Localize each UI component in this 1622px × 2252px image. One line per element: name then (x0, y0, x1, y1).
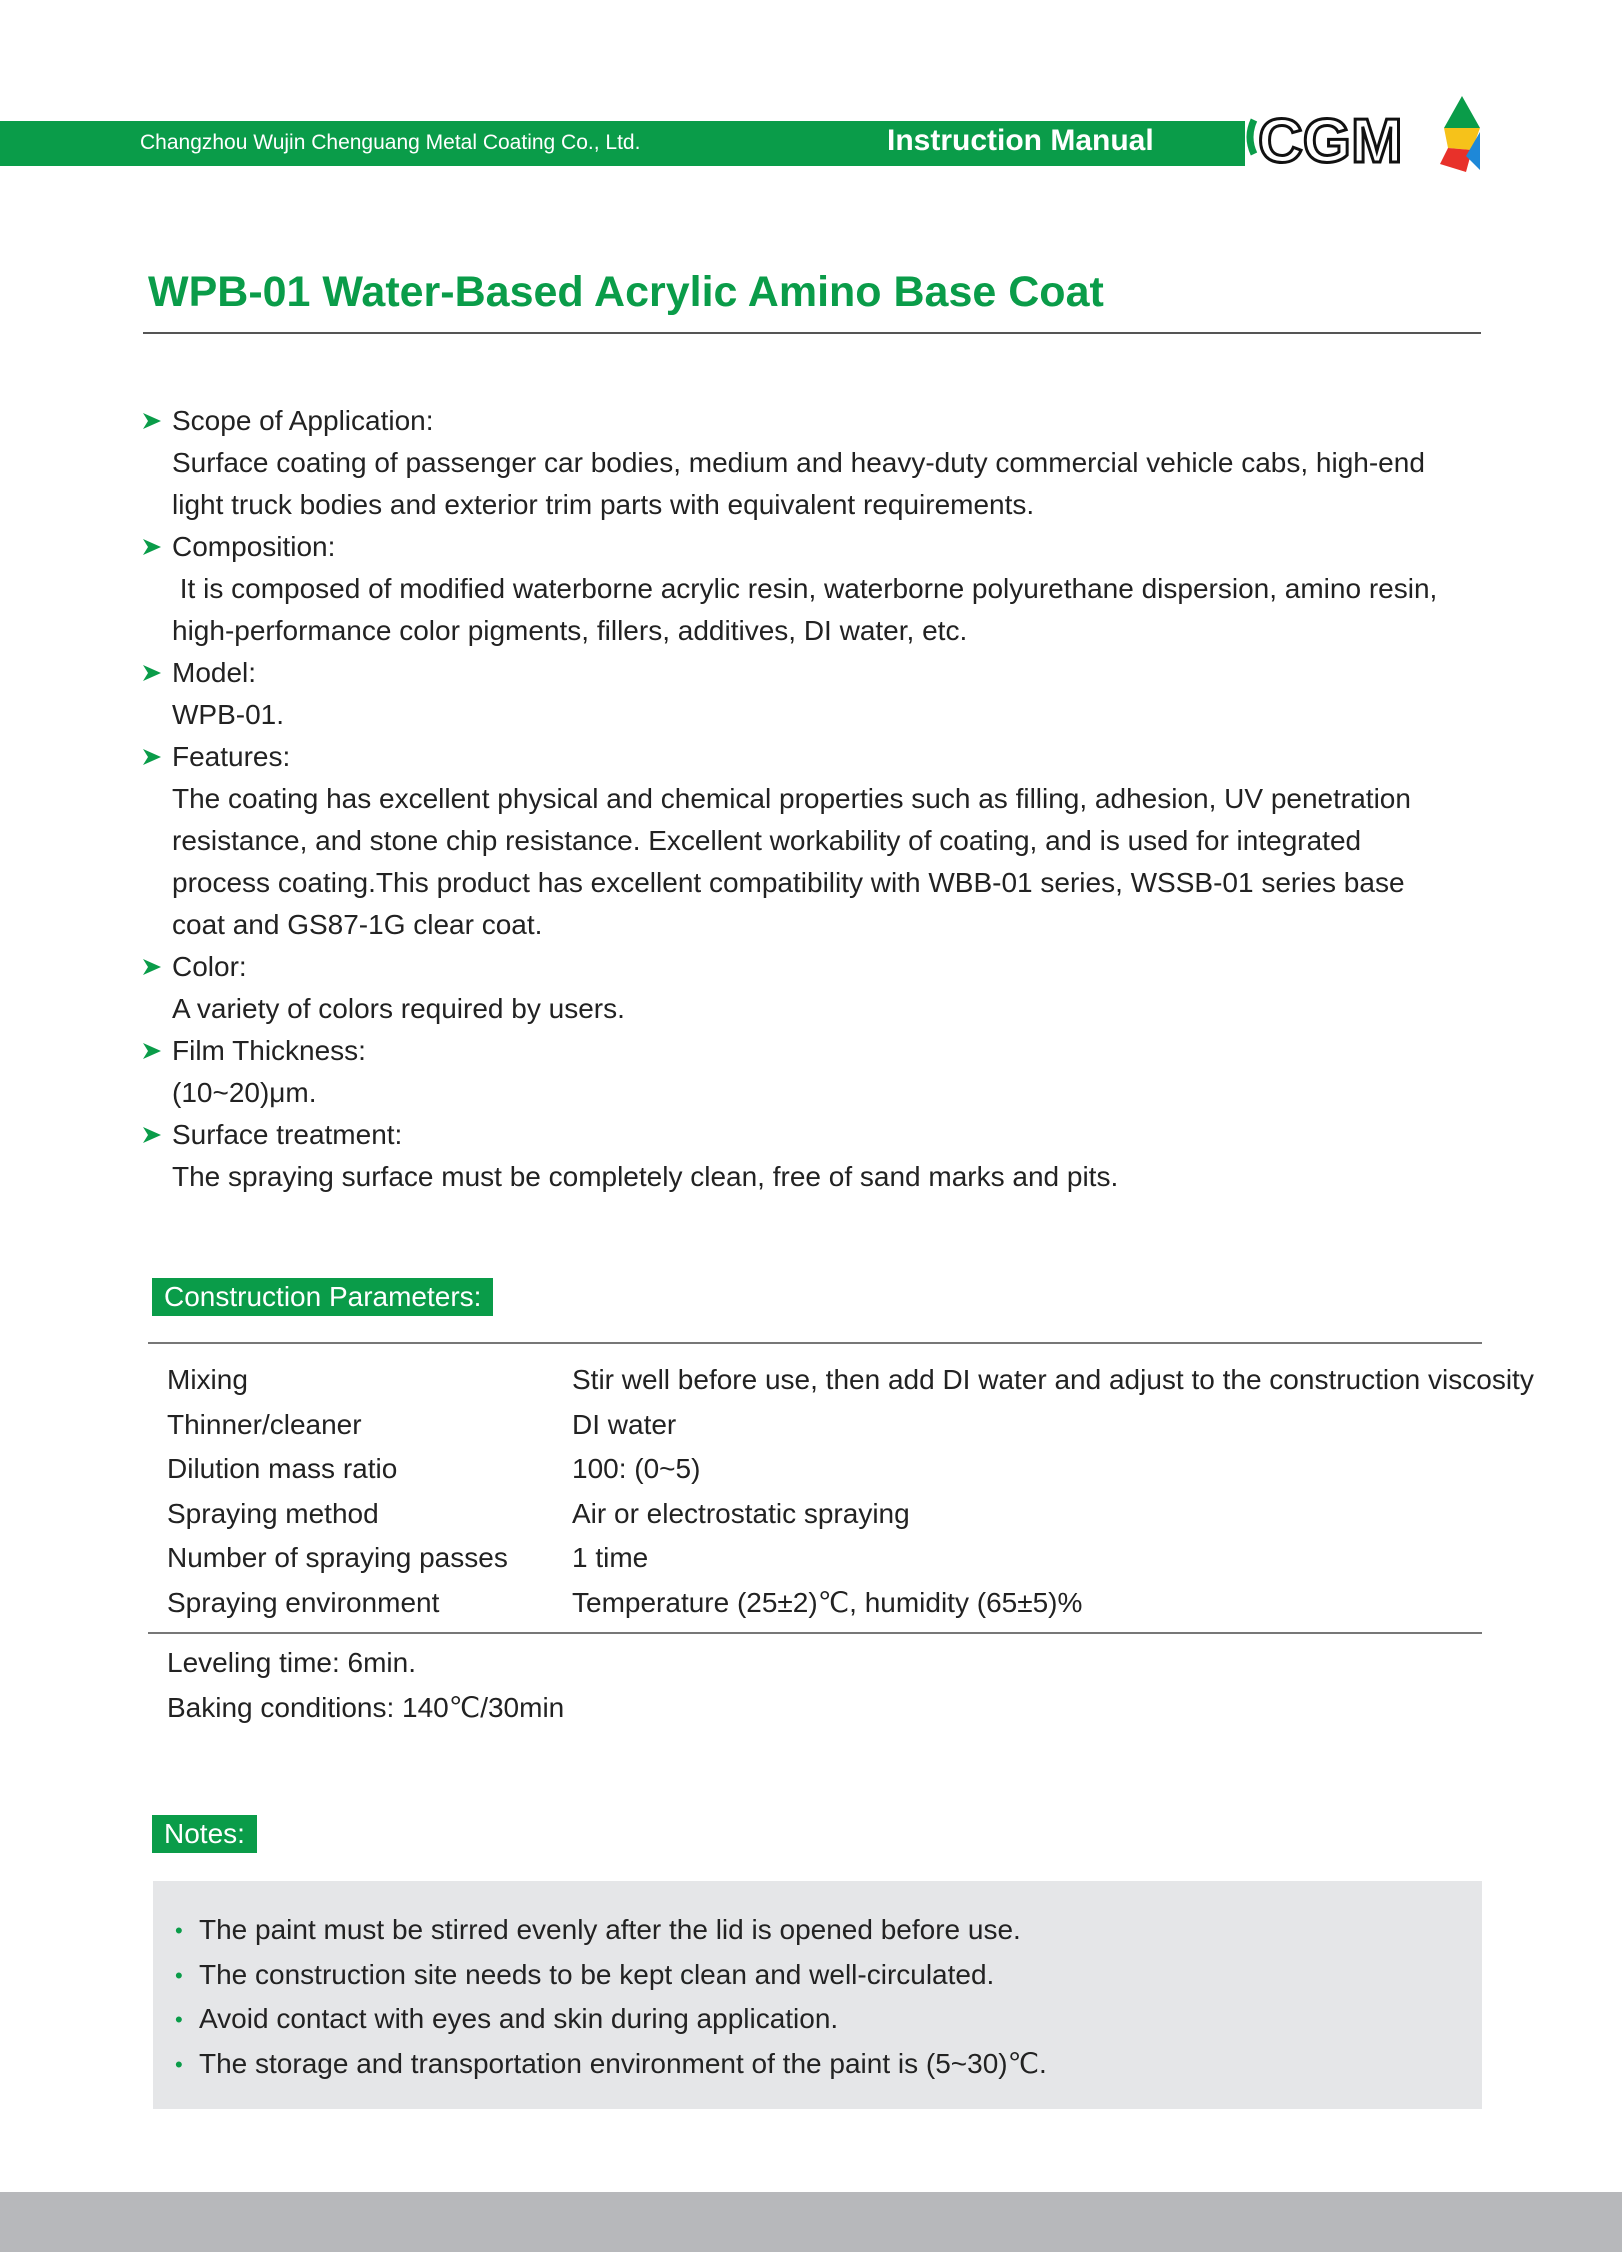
param-key: Thinner/cleaner (167, 1408, 362, 1440)
note-item (172, 2042, 1047, 2087)
product-sections (143, 400, 1483, 1198)
company-name: Changzhou Wujin Chenguang Metal Coating Co., Ltd. (140, 131, 641, 154)
title-divider (143, 332, 1481, 334)
table-bottom-rule (148, 1632, 1482, 1634)
param-value: 100: (0~5) (572, 1453, 701, 1485)
cgm-logo (1240, 92, 1480, 184)
param-key: Spraying method (167, 1497, 379, 1529)
leveling-time: Leveling time: 6min. (167, 1647, 417, 1678)
section-scope (143, 400, 1483, 526)
table-row (167, 1492, 1587, 1537)
table-row (167, 1403, 1587, 1448)
extra-conditions (167, 1640, 564, 1730)
table-row (167, 1581, 1587, 1626)
section-heading: Color: (172, 951, 247, 982)
param-value: Temperature (25±2)℃, humidity (65±5)% (572, 1587, 1083, 1619)
param-key: Mixing (167, 1364, 248, 1396)
section-body: (10~20)μm. (172, 1077, 317, 1108)
section-body: Surface coating of passenger car bodies, medium and heavy-duty commercial vehicle cabs, high-end light truck bodies and exterior trim parts with equivalent requirements. (172, 447, 1425, 520)
construction-parameters-label: Construction Parameters: (152, 1278, 493, 1316)
table-top-rule (148, 1342, 1482, 1344)
note-text: The construction site needs to be kept clean and well-circulated. (199, 1958, 995, 1990)
bullet-dot-icon: • (175, 1918, 183, 1943)
arrow-bullet-icon (143, 413, 161, 429)
param-value: Air or electrostatic spraying (572, 1497, 910, 1529)
construction-parameters-table (167, 1358, 1587, 1625)
baking-conditions: Baking conditions: 140℃/30min (167, 1692, 565, 1723)
section-features (143, 736, 1483, 946)
arrow-bullet-icon (143, 665, 161, 681)
note-text: The paint must be stirred evenly after the lid is opened before use. (199, 1914, 1021, 1945)
section-model (143, 652, 1483, 736)
note-text: Avoid contact with eyes and skin during application. (199, 2003, 839, 2034)
note-item (172, 1997, 1047, 2042)
section-body: A variety of colors required by users. (172, 993, 625, 1024)
note-item (172, 1908, 1047, 1953)
note-text: The storage and transportation environment of the paint is (5~30)℃. (199, 2047, 1047, 2079)
section-heading: Film Thickness: (172, 1035, 366, 1066)
table-row (167, 1536, 1587, 1581)
section-body: It is composed of modified waterborne acrylic resin, waterborne polyurethane dispersion, amino resin, high-performance color pigments, fillers, additives, DI water, etc. (172, 573, 1438, 646)
bullet-dot-icon: • (175, 2051, 183, 2077)
table-row (167, 1358, 1587, 1403)
document-title: WPB-01 Water-Based Acrylic Amino Base Coat (148, 268, 1104, 316)
param-value: Stir well before use, then add DI water and adjust to the construction viscosity (572, 1364, 1534, 1396)
param-value: DI water (572, 1408, 677, 1440)
bullet-dot-icon: • (175, 2007, 183, 2032)
arrow-bullet-icon (143, 959, 161, 975)
manual-label: Instruction Manual (887, 124, 1154, 157)
svg-text:CGM: CGM (1258, 107, 1403, 176)
section-composition (143, 526, 1483, 652)
section-surface-treatment (143, 1114, 1483, 1198)
section-body: WPB-01. (172, 699, 285, 730)
section-color (143, 946, 1483, 1030)
section-body: The spraying surface must be completely clean, free of sand marks and pits. (172, 1161, 1119, 1192)
table-row (167, 1447, 1587, 1492)
section-heading: Surface treatment: (172, 1119, 403, 1150)
arrow-bullet-icon (143, 1043, 161, 1059)
section-film-thickness (143, 1030, 1483, 1114)
arrow-bullet-icon (143, 539, 161, 555)
section-heading: Composition: (172, 531, 336, 562)
arrow-bullet-icon (143, 1127, 161, 1143)
notes-list (172, 1908, 1047, 2086)
note-item (172, 1953, 1047, 1998)
param-key: Spraying environment (167, 1586, 440, 1618)
notes-label: Notes: (152, 1815, 257, 1853)
arrow-bullet-icon (143, 749, 161, 765)
param-key: Dilution mass ratio (167, 1453, 398, 1485)
footer-bar (0, 2192, 1622, 2252)
section-heading: Features: (172, 741, 291, 772)
section-body: The coating has excellent physical and chemical properties such as filling, adhesion, UV penetration resistance, and stone chip resistance. Excellent workability of coating, and is used for integrated process coating.This product has excellent compatibility with WBB-01 series, WSSB-01 series base coat and GS87-1G clear coat. (172, 783, 1411, 940)
bullet-dot-icon: • (175, 1962, 183, 1988)
section-heading: Scope of Application: (172, 405, 434, 436)
section-heading: Model: (172, 657, 257, 688)
param-value: 1 time (572, 1542, 649, 1574)
param-key: Number of spraying passes (167, 1542, 508, 1574)
